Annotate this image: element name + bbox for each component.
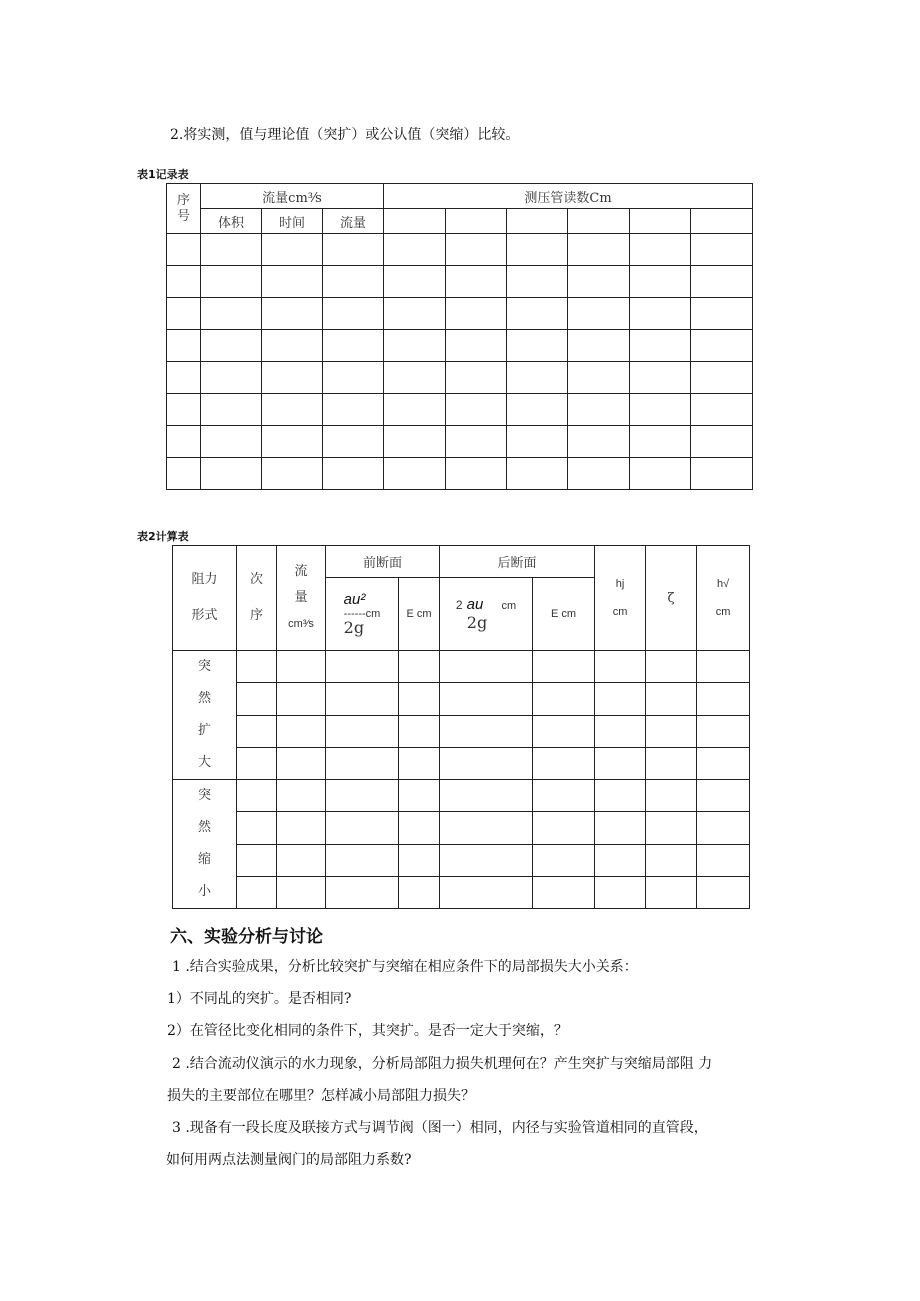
table-cell <box>237 812 277 844</box>
table-cell <box>568 266 630 298</box>
flow-header: 流量 <box>323 209 384 234</box>
table-row <box>173 876 750 908</box>
table-cell <box>691 298 753 330</box>
table-cell <box>630 362 691 394</box>
table-cell <box>533 683 595 715</box>
table-cell <box>691 394 753 426</box>
table-cell <box>697 780 750 812</box>
table-cell <box>262 266 323 298</box>
header-line: cm <box>612 606 628 618</box>
table-cell <box>384 330 446 362</box>
table-cell <box>595 876 646 908</box>
table-cell <box>630 298 691 330</box>
time-header: 时间 <box>262 209 323 234</box>
table-cell <box>440 683 533 715</box>
table-cell <box>630 426 691 458</box>
table-cell <box>507 234 568 266</box>
table-cell <box>384 362 446 394</box>
table-cell <box>262 362 323 394</box>
table-cell <box>568 394 630 426</box>
flow-header <box>277 546 326 651</box>
table-row <box>167 426 753 458</box>
header-line: 形式 <box>191 608 218 623</box>
formula-numerator: au² <box>343 590 366 608</box>
hj-header <box>595 546 646 651</box>
table-cell <box>446 458 507 490</box>
table-cell <box>646 683 697 715</box>
table-cell <box>399 844 440 876</box>
table-row <box>167 458 753 490</box>
resistance-form-header <box>173 546 237 651</box>
table-cell <box>262 394 323 426</box>
table-row <box>173 715 750 747</box>
table-cell <box>595 715 646 747</box>
header-line: cm <box>715 606 731 618</box>
table-cell <box>533 747 595 779</box>
table-cell <box>201 234 262 266</box>
table-row <box>173 651 750 683</box>
formula-unit: cm <box>501 600 517 612</box>
pressure-group-header: 测压管读数Cm <box>384 184 753 209</box>
table-cell <box>326 812 399 844</box>
table-cell <box>384 426 446 458</box>
table-cell <box>399 747 440 779</box>
table-cell <box>595 780 646 812</box>
table-cell <box>440 780 533 812</box>
table-cell <box>167 266 201 298</box>
table-cell <box>595 844 646 876</box>
table-cell <box>595 651 646 683</box>
formula-numerator: au <box>466 596 484 613</box>
table-cell <box>646 715 697 747</box>
table-cell <box>201 266 262 298</box>
table-cell <box>630 234 691 266</box>
section-heading: 六、实验分析与讨论 <box>170 927 323 947</box>
table-cell <box>533 780 595 812</box>
table-cell <box>167 330 201 362</box>
table-cell <box>201 330 262 362</box>
table-cell <box>507 426 568 458</box>
label-char: 小 <box>197 884 211 899</box>
label-char: 大 <box>197 755 211 770</box>
table-cell <box>201 362 262 394</box>
volume-header: 体积 <box>201 209 262 234</box>
discussion-line: 1）不同乩的突扩。是否相同? <box>167 991 352 1007</box>
table-cell <box>568 362 630 394</box>
formula <box>344 592 381 636</box>
table-cell <box>440 812 533 844</box>
table-cell <box>697 651 750 683</box>
table-cell <box>277 812 326 844</box>
table-cell <box>399 780 440 812</box>
table-cell <box>237 844 277 876</box>
table-cell <box>323 234 384 266</box>
table-cell <box>326 876 399 908</box>
table-cell <box>630 330 691 362</box>
front-section-header: 前断面 <box>326 546 440 578</box>
table-cell <box>167 362 201 394</box>
table-cell <box>691 458 753 490</box>
table-cell <box>507 298 568 330</box>
table-cell <box>399 812 440 844</box>
header-line: 量 <box>294 590 308 605</box>
table-cell <box>507 330 568 362</box>
table-cell <box>697 812 750 844</box>
empty-cell <box>630 209 691 234</box>
table-cell <box>533 844 595 876</box>
table-cell <box>691 330 753 362</box>
table-cell <box>323 426 384 458</box>
table-cell <box>326 747 399 779</box>
hv-header <box>697 546 750 651</box>
header-line: 阻力 <box>191 572 218 587</box>
table-cell <box>533 812 595 844</box>
table-cell <box>323 362 384 394</box>
table-cell <box>201 426 262 458</box>
table-row <box>167 330 753 362</box>
table-cell <box>646 876 697 908</box>
label-char: 突 <box>197 659 211 674</box>
seq-header: 序号 <box>167 184 201 234</box>
header-line: h√ <box>716 578 730 590</box>
table-row <box>173 780 750 812</box>
table-cell <box>507 458 568 490</box>
table-cell <box>595 812 646 844</box>
table-cell <box>440 651 533 683</box>
table-cell <box>446 330 507 362</box>
table-row <box>167 298 753 330</box>
empty-cell <box>568 209 630 234</box>
order-header <box>237 546 277 651</box>
table-cell <box>237 715 277 747</box>
zeta-header: ζ <box>646 546 697 651</box>
flow-group-header: 流量cm³⁄s <box>201 184 384 209</box>
table-cell <box>384 266 446 298</box>
table-cell <box>691 362 753 394</box>
resistance-form-label <box>173 780 237 909</box>
table-cell <box>262 298 323 330</box>
label-char: 扩 <box>197 723 211 738</box>
table-cell <box>262 330 323 362</box>
table-cell <box>568 234 630 266</box>
table-cell <box>384 234 446 266</box>
table-cell <box>568 330 630 362</box>
discussion-line: 2）在管径比变化相同的条件下，其突扩。是否一定大于突缩，？ <box>167 1023 568 1039</box>
table-cell <box>323 394 384 426</box>
table-row <box>173 747 750 779</box>
table-cell <box>646 747 697 779</box>
table2-caption: 表2计算表 <box>137 530 189 543</box>
table-cell <box>507 362 568 394</box>
table-cell <box>446 362 507 394</box>
table-cell <box>440 715 533 747</box>
back-section-header: 后断面 <box>440 546 595 578</box>
front-energy-header: E cm <box>399 578 440 651</box>
back-energy-header: E cm <box>533 578 595 651</box>
discussion-line: 2 .结合流动仪演示的水力现象，分析局部阻力损失机理何在？产生突扩与突缩局部阻 力 <box>172 1056 713 1072</box>
empty-cell <box>507 209 568 234</box>
table-cell <box>533 715 595 747</box>
table-cell <box>262 458 323 490</box>
table-cell <box>326 780 399 812</box>
table-cell <box>691 266 753 298</box>
table-cell <box>646 780 697 812</box>
table-cell <box>568 426 630 458</box>
table-cell <box>568 298 630 330</box>
table-cell <box>277 780 326 812</box>
table-cell <box>568 458 630 490</box>
formula-denominator: 2g <box>466 613 488 632</box>
discussion-line: 3 .现备有一段长度及联接方式与调节阀（图一）相同，内径与实验管道相同的直管段， <box>172 1120 708 1136</box>
label-char: 缩 <box>197 852 211 867</box>
table-row <box>167 362 753 394</box>
empty-cell <box>691 209 753 234</box>
table-cell <box>697 876 750 908</box>
table-cell <box>440 876 533 908</box>
label-char: 然 <box>197 820 211 835</box>
formula-coef: 2 <box>455 598 463 612</box>
table-cell <box>277 715 326 747</box>
table-cell <box>237 876 277 908</box>
table-cell <box>323 330 384 362</box>
table-cell <box>277 683 326 715</box>
label-char: 突 <box>197 788 211 803</box>
front-velocity-head-header <box>326 578 399 651</box>
intro-text: 2.将实测，值与理论值（突扩）或公认值（突缩）比较。 <box>170 127 520 143</box>
table-cell <box>384 458 446 490</box>
empty-cell <box>384 209 446 234</box>
table-cell <box>399 876 440 908</box>
table-cell <box>446 426 507 458</box>
header-line: 流 <box>294 564 308 579</box>
table-cell <box>237 747 277 779</box>
table-cell <box>697 844 750 876</box>
table-cell <box>201 458 262 490</box>
formula-denominator: 2g <box>343 617 365 637</box>
calculation-table <box>172 545 750 909</box>
table-cell <box>446 298 507 330</box>
label-char: 然 <box>197 691 211 706</box>
table-cell <box>384 298 446 330</box>
table-cell <box>323 266 384 298</box>
table-cell <box>595 683 646 715</box>
table-row <box>173 683 750 715</box>
table-cell <box>630 394 691 426</box>
header-line: 序 <box>249 608 263 623</box>
table-cell <box>384 394 446 426</box>
table-row <box>173 844 750 876</box>
table-cell <box>277 651 326 683</box>
table-cell <box>691 234 753 266</box>
discussion-line: 1 .结合实验成果，分析比较突扩与突缩在相应条件下的局部损失大小关系： <box>172 959 638 975</box>
table-row <box>167 394 753 426</box>
table-cell <box>167 426 201 458</box>
table-cell <box>446 394 507 426</box>
table-cell <box>323 298 384 330</box>
table-cell <box>201 298 262 330</box>
table1-caption: 表1记录表 <box>137 168 189 181</box>
table-cell <box>595 747 646 779</box>
table-cell <box>646 812 697 844</box>
table-cell <box>237 683 277 715</box>
table-cell <box>262 426 323 458</box>
table-cell <box>630 266 691 298</box>
table-cell <box>167 298 201 330</box>
table-cell <box>440 844 533 876</box>
table-cell <box>507 266 568 298</box>
table-cell <box>646 844 697 876</box>
table-cell <box>697 747 750 779</box>
table-cell <box>237 780 277 812</box>
table-cell <box>697 683 750 715</box>
resistance-form-label <box>173 651 237 780</box>
table-cell <box>201 394 262 426</box>
table-cell <box>533 876 595 908</box>
table-cell <box>323 458 384 490</box>
table-cell <box>507 394 568 426</box>
table-cell <box>691 426 753 458</box>
table-cell <box>167 458 201 490</box>
back-velocity-head-header <box>440 578 533 651</box>
empty-cell <box>446 209 507 234</box>
table-cell <box>630 458 691 490</box>
table-cell <box>646 651 697 683</box>
table-cell <box>262 234 323 266</box>
header-line: hj <box>615 578 625 590</box>
table-row <box>173 812 750 844</box>
table-cell <box>399 715 440 747</box>
table-cell <box>326 715 399 747</box>
table-cell <box>326 844 399 876</box>
table-cell <box>533 651 595 683</box>
table-cell <box>326 651 399 683</box>
header-line: cm³⁄s <box>288 618 314 630</box>
table-cell <box>326 683 399 715</box>
table-cell <box>697 715 750 747</box>
table-cell <box>399 683 440 715</box>
discussion-line: 损失的主要部位在哪里？怎样减小局部阻力损失？ <box>167 1088 475 1104</box>
table-cell <box>440 747 533 779</box>
table-cell <box>446 266 507 298</box>
table-cell <box>167 234 201 266</box>
table-cell <box>237 651 277 683</box>
record-table <box>166 183 753 490</box>
table-cell <box>446 234 507 266</box>
table-cell <box>277 844 326 876</box>
formula-bar: ------cm <box>343 607 381 620</box>
discussion-line: 如何用两点法测量阀门的局部阻力系数? <box>166 1152 412 1168</box>
table-cell <box>277 747 326 779</box>
table-cell <box>399 651 440 683</box>
table-cell <box>277 876 326 908</box>
table-row <box>167 234 753 266</box>
header-line: 次 <box>249 572 263 587</box>
table-cell <box>167 394 201 426</box>
table-row <box>167 266 753 298</box>
